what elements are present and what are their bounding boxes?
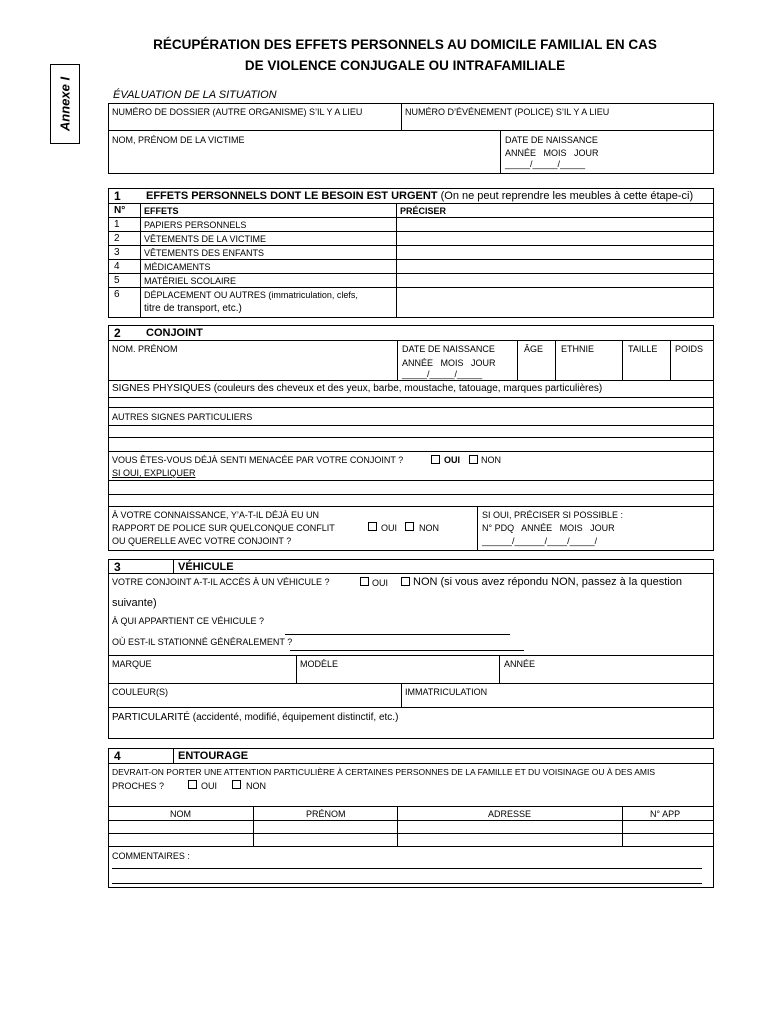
- entourage-question-1: DEVRAIT-ON PORTER UNE ATTENTION PARTICULIÈRE À CERTAINES PERSONNES DE LA FAMILLE ET DU VOISINAGE OU À DES AMIS: [112, 767, 656, 777]
- expliquer-label: SI OUI, EXPLIQUER: [112, 468, 196, 478]
- col-preciser: PRÉCISER: [400, 206, 447, 216]
- item-number: 3: [114, 247, 120, 258]
- taille-label: TAILLE: [628, 344, 658, 354]
- rapport-line-3: OU QUERELLE AVEC VOTRE CONJOINT ?: [112, 536, 292, 546]
- marque-label: MARQUE: [112, 659, 152, 669]
- signes-physiques-label: SIGNES PHYSIQUES (couleurs des cheveux et des yeux, barbe, moustache, tatouage, marques particulières): [112, 383, 603, 394]
- menace-oui-label: OUI: [444, 455, 461, 465]
- section-1-number: 1: [114, 189, 121, 203]
- stationne-label: OÙ EST-IL STATIONNÉ GÉNÉRALEMENT ?: [112, 637, 293, 647]
- rapport-line-2: RAPPORT DE POLICE SUR QUELCONQUE CONFLIT: [112, 523, 335, 533]
- autres-signes-label: AUTRES SIGNES PARTICULIERS: [112, 412, 253, 422]
- col-effets: EFFETS: [144, 206, 179, 216]
- entourage-non-label: NON: [246, 781, 266, 791]
- acces-non-checkbox[interactable]: [401, 577, 410, 586]
- menace-oui-checkbox[interactable]: [431, 455, 440, 464]
- col-nom: NOM: [170, 809, 191, 819]
- annee-label: ANNÉE: [504, 659, 536, 669]
- preciser-label: SI OUI, PRÉCISER SI POSSIBLE :: [482, 510, 624, 520]
- entourage-non-checkbox[interactable]: [232, 780, 241, 789]
- section-2-number: 2: [114, 326, 121, 340]
- section-2-title: CONJOINT: [146, 327, 203, 339]
- acces-oui-checkbox[interactable]: [360, 577, 369, 586]
- item-number: 5: [114, 275, 120, 286]
- item-label: VÊTEMENTS DES ENFANTS: [144, 248, 265, 258]
- item-label: PAPIERS PERSONNELS: [144, 220, 247, 230]
- victime-label: NOM, PRÉNOM DE LA VICTIME: [112, 135, 245, 145]
- col-app: N° APP: [650, 809, 681, 819]
- entourage-oui-label: OUI: [201, 781, 218, 791]
- ethnie-label: ETHNIE: [561, 344, 595, 354]
- acces-oui-label: OUI: [372, 578, 389, 588]
- section-4-number: 4: [114, 749, 121, 763]
- section-3-title: VÉHICULE: [178, 561, 234, 573]
- commentaires-line-2[interactable]: [112, 883, 702, 884]
- age-label: ÂGE: [524, 344, 544, 354]
- item-label: VÊTEMENTS DE LA VICTIME: [144, 234, 267, 244]
- item-number: 4: [114, 261, 120, 272]
- col-adresse: ADRESSE: [488, 809, 532, 819]
- commentaires-line-1[interactable]: [112, 868, 702, 869]
- item-label: MÉDICAMENTS: [144, 262, 211, 272]
- immatriculation-label: IMMATRICULATION: [405, 687, 488, 697]
- evaluation-heading: ÉVALUATION DE LA SITUATION: [113, 89, 277, 101]
- title-line-1: RÉCUPÉRATION DES EFFETS PERSONNELS AU DOMICILE FAMILIAL EN CAS: [153, 37, 657, 52]
- col-prenom: PRÉNOM: [306, 809, 346, 819]
- dossier-label: NUMÉRO DE DOSSIER (AUTRE ORGANISME) S’IL Y A LIEU: [112, 107, 363, 117]
- date-blank[interactable]: _____/_____/_____: [505, 159, 586, 169]
- conjoint-nom-label: NOM. PRÉNOM: [112, 344, 178, 354]
- pdq-blank[interactable]: ______/______/____/_____/: [482, 536, 598, 546]
- entourage-question-2: PROCHES ?: [112, 781, 165, 791]
- appartient-line[interactable]: [285, 634, 510, 635]
- rapport-oui-label: OUI: [381, 523, 398, 533]
- appartient-label: À QUI APPARTIENT CE VÉHICULE ?: [112, 616, 265, 626]
- item-number: 1: [114, 219, 120, 230]
- item-label: MATÉRIEL SCOLAIRE: [144, 276, 237, 286]
- menace-non-label: NON: [481, 455, 501, 465]
- annexe-label: Annexe I: [57, 76, 73, 132]
- menace-non-checkbox[interactable]: [469, 455, 478, 464]
- couleur-label: COULEUR(S): [112, 687, 169, 697]
- acces-suivante: suivante): [112, 597, 157, 609]
- conjoint-naissance-label: DATE DE NAISSANCE: [402, 344, 495, 354]
- section-4-title: ENTOURAGE: [178, 750, 249, 762]
- particularite-label: PARTICULARITÉ (accidenté, modifié, équipement distinctif, etc.): [112, 712, 399, 723]
- item-number: 6: [114, 289, 120, 300]
- pdq-label: N° PDQ ANNÉE MOIS JOUR: [482, 523, 615, 533]
- item-number: 2: [114, 233, 120, 244]
- section-3-number: 3: [114, 560, 121, 574]
- section-1-title: EFFETS PERSONNELS DONT LE BESOIN EST URGENT (On ne peut reprendre les meubles à cette étape-ci): [146, 190, 694, 202]
- acces-question: VOTRE CONJOINT A-T-IL ACCÈS À UN VÉHICULE ?: [112, 577, 330, 587]
- conjoint-date-blank[interactable]: _____/_____/_____: [402, 369, 483, 379]
- acces-non-label: NON (si vous avez répondu NON, passez à la question: [413, 576, 683, 588]
- poids-label: POIDS: [675, 344, 704, 354]
- stationne-line[interactable]: [290, 650, 524, 651]
- rapport-non-checkbox[interactable]: [405, 522, 414, 531]
- rapport-oui-checkbox[interactable]: [368, 522, 377, 531]
- entourage-oui-checkbox[interactable]: [188, 780, 197, 789]
- item-label: DÉPLACEMENT OU AUTRES (immatriculation, clefs,: [144, 290, 358, 300]
- col-no: N°: [114, 205, 126, 216]
- naissance-label: DATE DE NAISSANCE: [505, 135, 598, 145]
- rapport-line-1: À VOTRE CONNAISSANCE, Y’A-T-IL DÉJÀ EU UN: [112, 510, 320, 520]
- modele-label: MODÈLE: [300, 659, 339, 669]
- annexe-tag: [50, 64, 80, 144]
- title-line-2: DE VIOLENCE CONJUGALE OU INTRAFAMILIALE: [244, 58, 566, 73]
- menace-question: VOUS ÊTES-VOUS DÉJÀ SENTI MENACÉE PAR VOTRE CONJOINT ?: [112, 455, 404, 465]
- commentaires-label: COMMENTAIRES :: [112, 851, 190, 861]
- conjoint-date-parts: ANNÉE MOIS JOUR: [402, 358, 496, 368]
- item-label-continued: titre de transport, etc.): [144, 303, 242, 314]
- evenement-label: NUMÉRO D’ÉVÉNEMENT (POLICE) S’IL Y A LIEU: [405, 107, 610, 117]
- rapport-non-label: NON: [419, 523, 439, 533]
- date-parts: ANNÉE MOIS JOUR: [505, 148, 599, 158]
